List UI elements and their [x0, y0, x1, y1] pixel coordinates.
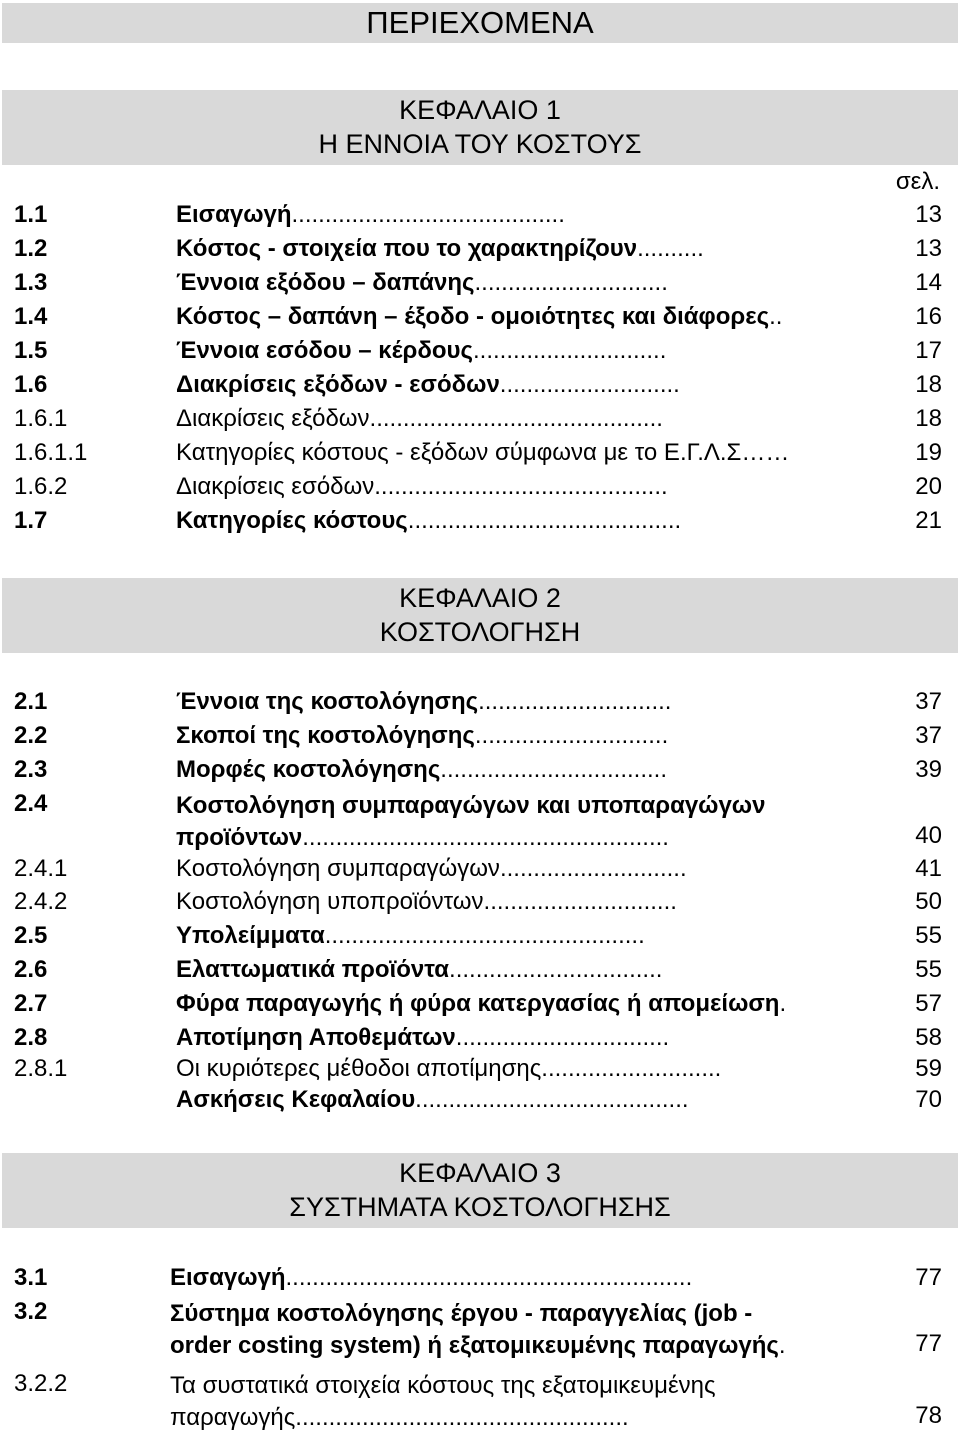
toc-entry[interactable] [0, 990, 960, 1024]
entry-title: Έννοια εξόδου – δαπάνης............................. [176, 269, 668, 296]
toc-entry[interactable] [0, 855, 960, 889]
page-title: ΠΕΡΙΕΧΟΜΕΝΑ [366, 5, 594, 40]
entry-page: 16 [915, 303, 942, 330]
entry-title: Τα συστατικά στοιχεία κόστους της εξατομικευμένης παραγωγής.................................................. [170, 1372, 716, 1431]
entry-number: 1.6 [14, 371, 48, 398]
entry-page: 20 [915, 473, 942, 500]
entry-number: 1.7 [14, 507, 48, 534]
chapter-1-header [2, 90, 958, 165]
entry-number: 3.2.2 [14, 1370, 68, 1397]
entry-number: 2.6 [14, 956, 48, 983]
entry-number: 1.6.2 [14, 473, 68, 500]
chapter-heading: ΚΕΦΑΛΑΙΟ 3 [399, 1158, 561, 1188]
toc-entry[interactable] [0, 371, 960, 405]
entry-title: Διακρίσεις εξόδων............................................ [176, 405, 663, 432]
chapter-2-header [2, 578, 958, 653]
entry-number: 1.6.1.1 [14, 439, 88, 466]
entry-number: 1.5 [14, 337, 48, 364]
chapter-heading: ΚΕΦΑΛΑΙΟ 2 [399, 583, 561, 613]
toc-entry[interactable] [0, 956, 960, 990]
entry-title: Μορφές κοστολόγησης.................................. [176, 756, 668, 783]
entry-title: Ελαττωματικά προϊόντα................................ [176, 956, 663, 983]
entry-page: 50 [915, 888, 942, 915]
entry-number: 2.8 [14, 1024, 48, 1051]
toc-entry[interactable] [0, 1055, 960, 1089]
entry-page: 55 [915, 922, 942, 949]
entry-number: 1.4 [14, 303, 48, 330]
entry-page: 77 [915, 1330, 942, 1357]
toc-entry[interactable] [0, 269, 960, 303]
chapter-subtitle: ΚΟΣΤΟΛΟΓΗΣΗ [379, 617, 581, 647]
entry-title: Διακρίσεις εσόδων............................................ [176, 473, 668, 500]
toc-entry[interactable] [0, 507, 960, 541]
entry-page: 39 [915, 756, 942, 783]
toc-entry[interactable] [0, 303, 960, 337]
entry-page: 37 [915, 688, 942, 715]
entry-number: 3.2 [14, 1298, 48, 1325]
entry-number: 2.4.2 [14, 888, 68, 915]
entry-number: 2.1 [14, 688, 48, 715]
toc-entry[interactable] [0, 235, 960, 269]
toc-entry[interactable] [0, 201, 960, 235]
toc-entry[interactable] [0, 439, 960, 473]
entry-title: Φύρα παραγωγής ή φύρα κατεργασίας ή απομείωση. [176, 990, 787, 1017]
entry-page: 13 [915, 201, 942, 228]
entry-number: 2.3 [14, 756, 48, 783]
entry-title: Έννοια εσόδου – κέρδους............................. [176, 337, 667, 364]
entry-number: 1.3 [14, 269, 48, 296]
entry-title: Αποτίμηση Αποθεμάτων................................ [176, 1024, 670, 1051]
toc-entry[interactable] [0, 405, 960, 439]
entry-page: 77 [915, 1264, 942, 1291]
entry-title: Εισαγωγή......................................... [176, 201, 565, 228]
entry-page: 37 [915, 722, 942, 749]
page-column-label: σελ. [895, 168, 940, 195]
toc-entry[interactable] [0, 922, 960, 956]
entry-page: 18 [915, 371, 942, 398]
entry-number: 2.2 [14, 722, 48, 749]
entry-title: Σκοποί της κοστολόγησης............................. [176, 722, 669, 749]
entry-number: 2.4.1 [14, 855, 68, 882]
entry-page: 59 [915, 1055, 942, 1082]
entry-page: 18 [915, 405, 942, 432]
entry-title: Ασκήσεις Κεφαλαίου......................................... [176, 1086, 689, 1113]
entry-title: Κατηγορίες κόστους......................................... [176, 507, 682, 534]
toc-entry[interactable] [0, 473, 960, 507]
entry-page: 21 [915, 507, 942, 534]
entry-number: 3.1 [14, 1264, 48, 1291]
entry-number: 2.7 [14, 990, 48, 1017]
toc-entry[interactable] [0, 688, 960, 722]
entry-number: 1.6.1 [14, 405, 68, 432]
toc-entry[interactable] [0, 756, 960, 790]
entry-title: Κοστολόγηση συμπαραγώγων............................ [176, 855, 687, 882]
entry-number: 2.8.1 [14, 1055, 68, 1082]
toc-entry[interactable] [0, 1370, 960, 1432]
entry-number: 1.1 [14, 201, 48, 228]
entry-page: 55 [915, 956, 942, 983]
entry-title: Διακρίσεις εξόδων - εσόδων........................... [176, 371, 680, 398]
entry-page: 14 [915, 269, 942, 296]
entry-title: Κόστος – δαπάνη – έξοδο - ομοιότητες και διάφορες.. [176, 303, 783, 330]
entry-page: 19 [915, 439, 942, 466]
toc-title-band [2, 3, 958, 43]
entry-title: Κατηγορίες κόστους - εξόδων σύμφωνα με το Ε.Γ.Λ.Σ…… [176, 439, 790, 466]
toc-entry[interactable] [0, 1024, 960, 1058]
entry-title: Κόστος - στοιχεία που το χαρακτηρίζουν.......... [176, 235, 704, 262]
entry-page: 13 [915, 235, 942, 262]
entry-page: 41 [915, 855, 942, 882]
entry-title: Κοστολόγηση υποπροϊόντων............................. [176, 888, 677, 915]
toc-entry[interactable] [0, 1264, 960, 1298]
entry-title: Κοστολόγηση συμπαραγώγων και υποπαραγώγων προϊόντων....................................................... [176, 792, 766, 851]
entry-number: 2.4 [14, 790, 48, 817]
entry-page: 78 [915, 1402, 942, 1429]
entry-page: 40 [915, 822, 942, 849]
entry-number: 2.5 [14, 922, 48, 949]
chapter-heading: ΚΕΦΑΛΑΙΟ 1 [399, 95, 561, 125]
entry-page: 70 [915, 1086, 942, 1113]
chapter-subtitle: ΣΥΣΤΗΜΑΤΑ ΚΟΣΤΟΛΟΓΗΣΗΣ [289, 1192, 671, 1222]
entry-page: 17 [915, 337, 942, 364]
toc-entry[interactable] [0, 1298, 960, 1364]
chapter-3-header [2, 1153, 958, 1228]
entry-title: Σύστημα κοστολόγησης έργου - παραγγελίας (job - order costing system) ή εξατομικευμένης παραγωγής. [170, 1300, 786, 1359]
toc-entry[interactable] [0, 337, 960, 371]
toc-entry[interactable] [0, 1086, 960, 1120]
chapter-subtitle: Η ΕΝΝΟΙΑ ΤΟΥ ΚΟΣΤΟΥΣ [318, 129, 642, 159]
toc-entry[interactable] [0, 722, 960, 756]
entry-title: Έννοια της κοστολόγησης............................. [176, 688, 672, 715]
entry-number: 1.2 [14, 235, 48, 262]
toc-entry[interactable] [0, 790, 960, 856]
toc-entry[interactable] [0, 888, 960, 922]
entry-title: Υπολείμματα................................................ [176, 922, 645, 949]
entry-title: Εισαγωγή............................................................. [170, 1264, 693, 1291]
entry-page: 57 [915, 990, 942, 1017]
entry-title: Οι κυριότερες μέθοδοι αποτίμησης........................... [176, 1055, 722, 1082]
entry-page: 58 [915, 1024, 942, 1051]
